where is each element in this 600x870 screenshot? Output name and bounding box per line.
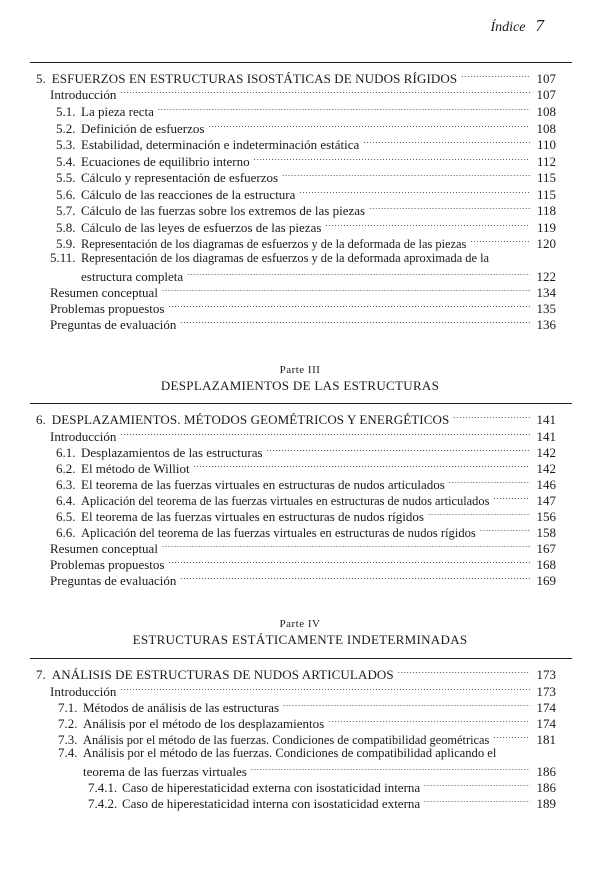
chapter-title: ANÁLISIS DE ESTRUCTURAS DE NUDOS ARTICULADOS xyxy=(51,667,394,682)
toc-entry-wrapped-line xyxy=(58,745,496,761)
page-ref: 107 xyxy=(536,87,556,102)
entry-title: Análisis por el método de los desplazamientos xyxy=(83,716,325,731)
page-ref: 174 xyxy=(536,716,556,731)
entry-number: 5.9. xyxy=(56,236,76,251)
leader-dots xyxy=(424,777,530,792)
page-ref: 181 xyxy=(536,732,556,747)
entry-title: Resumen conceptual xyxy=(50,541,158,556)
leader-dots xyxy=(428,506,530,521)
leader-dots xyxy=(493,490,530,505)
entry-number: 7.4. xyxy=(58,745,78,760)
page-ref: 169 xyxy=(536,573,556,588)
entry-number: 7.2. xyxy=(58,716,78,731)
leader-dots xyxy=(424,793,530,808)
entry-title: Caso de hiperestaticidad interna con isostaticidad externa xyxy=(122,796,421,811)
leader-dots xyxy=(168,298,530,313)
leader-dots xyxy=(299,184,530,199)
page-ref: 146 xyxy=(536,477,556,492)
toc-entry[interactable] xyxy=(56,200,556,218)
chapter5-rule xyxy=(30,62,572,63)
page-ref: 120 xyxy=(536,236,556,251)
entry-title: Ecuaciones de equilibrio interno xyxy=(81,154,250,169)
page-ref: 189 xyxy=(536,796,556,811)
chapter-number: 7. xyxy=(36,667,46,682)
entry-number: 5.2. xyxy=(56,121,76,136)
entry-title: Cálculo y representación de esfuerzos xyxy=(81,170,279,185)
entry-title: Análisis por el método de las fuerzas. Condiciones de compatibilidad geométricas xyxy=(83,733,490,747)
page-ref: 135 xyxy=(536,301,556,316)
part4-title: ESTRUCTURAS ESTÁTICAMENTE INDETERMINADAS xyxy=(132,632,468,647)
leader-dots xyxy=(168,554,530,569)
leader-dots xyxy=(120,681,530,696)
page-ref: 173 xyxy=(536,667,556,682)
entry-title-line1: Análisis por el método de las fuerzas. Condiciones de compatibilidad aplicando el xyxy=(83,746,497,760)
entry-number: 6.6. xyxy=(56,525,76,540)
leader-dots xyxy=(461,68,530,83)
header-page-number: 7 xyxy=(535,16,544,35)
entry-title: Aplicación del teorema de las fuerzas virtuales en estructuras de nudos articulados xyxy=(81,494,490,508)
page-ref: 141 xyxy=(536,429,556,444)
chapter7-rule xyxy=(30,658,572,659)
page-ref: 142 xyxy=(536,445,556,460)
page-ref: 110 xyxy=(536,137,556,152)
page-ref: 115 xyxy=(536,187,556,202)
entry-title: Problemas propuestos xyxy=(50,557,165,572)
leader-dots xyxy=(162,282,530,297)
chapter7-heading[interactable] xyxy=(36,664,556,682)
leader-dots xyxy=(363,134,530,149)
chapter6-heading[interactable] xyxy=(36,409,556,427)
entry-title: Estabilidad, determinación e indeterminación estática xyxy=(81,137,360,152)
part3-title: DESPLAZAMIENTOS DE LAS ESTRUCTURAS xyxy=(160,378,440,393)
entry-number: 5.8. xyxy=(56,220,76,235)
entry-number: 5.6. xyxy=(56,187,76,202)
entry-title: Cálculo de las leyes de esfuerzos de las piezas xyxy=(81,220,322,235)
leader-dots xyxy=(283,697,530,712)
page-ref: 142 xyxy=(536,461,556,476)
header-word: Índice xyxy=(490,20,526,35)
entry-title: Cálculo de las fuerzas sobre los extremos de las piezas xyxy=(81,203,366,218)
leader-dots xyxy=(267,442,530,457)
page-ref: 186 xyxy=(536,764,556,779)
chapter-title: DESPLAZAMIENTOS. MÉTODOS GEOMÉTRICOS Y ENERGÉTICOS xyxy=(51,412,450,427)
entry-title: teorema de las fuerzas virtuales xyxy=(83,764,247,779)
entry-title: Cálculo de las reacciones de la estructura xyxy=(81,187,296,202)
entry-title: Aplicación del teorema de las fuerzas virtuales en estructuras de nudos rígidos xyxy=(81,526,476,540)
entry-title: El método de Williot xyxy=(81,461,190,476)
entry-number: 5.1. xyxy=(56,104,76,119)
page-ref: 134 xyxy=(536,285,556,300)
entry-title: Preguntas de evaluación xyxy=(50,573,177,588)
leader-dots xyxy=(453,409,530,424)
page-ref: 112 xyxy=(536,154,556,169)
entry-number: 6.4. xyxy=(56,493,76,508)
toc-entry[interactable] xyxy=(50,570,556,588)
toc-entry[interactable] xyxy=(56,167,556,185)
leader-dots xyxy=(480,522,530,537)
leader-dots xyxy=(120,426,530,441)
entry-title: Representación de los diagramas de esfuerzos y de la deformada de las piezas xyxy=(81,237,467,251)
entry-title: Introducción xyxy=(50,429,117,444)
entry-title-line1: Representación de los diagramas de esfuerzos y de la deformada aproximada de la xyxy=(81,251,490,265)
page-ref: 141 xyxy=(536,412,556,427)
page-ref: 186 xyxy=(536,780,556,795)
entry-number: 6.2. xyxy=(56,461,76,476)
entry-title: estructura completa xyxy=(81,269,184,284)
chapter-number: 6. xyxy=(36,412,46,427)
leader-dots xyxy=(254,151,530,166)
entry-number: 7.4.2. xyxy=(88,796,118,811)
entry-title: Introducción xyxy=(50,684,117,699)
leader-dots xyxy=(162,538,530,553)
entry-number: 5.3. xyxy=(56,137,76,152)
entry-title: Métodos de análisis de las estructuras xyxy=(83,700,280,715)
leader-dots xyxy=(208,118,530,133)
entry-title: Resumen conceptual xyxy=(50,285,158,300)
page-ref: 115 xyxy=(536,170,556,185)
page-ref: 158 xyxy=(536,525,556,540)
leader-dots xyxy=(325,217,530,232)
toc-entry[interactable] xyxy=(88,793,556,811)
leader-dots xyxy=(470,233,530,248)
entry-number: 7.1. xyxy=(58,700,78,715)
entry-number: 5.7. xyxy=(56,203,76,218)
entry-title: El teorema de las fuerzas virtuales en estructuras de nudos rígidos xyxy=(81,509,424,524)
leader-dots xyxy=(369,200,530,215)
part3-label: Parte III xyxy=(279,364,321,376)
entry-title: El teorema de las fuerzas virtuales en estructuras de nudos articulados xyxy=(81,477,445,492)
leader-dots xyxy=(493,729,530,744)
entry-title: Problemas propuestos xyxy=(50,301,165,316)
page-ref: 119 xyxy=(536,220,556,235)
entry-number: 5.4. xyxy=(56,154,76,169)
page-ref: 174 xyxy=(536,700,556,715)
entry-number: 6.5. xyxy=(56,509,76,524)
leader-dots xyxy=(449,474,530,489)
leader-dots xyxy=(158,101,530,116)
entry-number: 5.5. xyxy=(56,170,76,185)
page-ref: 167 xyxy=(536,541,556,556)
leader-dots xyxy=(328,713,530,728)
toc-entry[interactable] xyxy=(56,101,556,119)
page-ref: 173 xyxy=(536,684,556,699)
toc-entry[interactable] xyxy=(50,314,556,332)
page-header xyxy=(491,16,544,36)
page-ref: 108 xyxy=(536,121,556,136)
page-ref: 108 xyxy=(536,104,556,119)
chapter-title: ESFUERZOS EN ESTRUCTURAS ISOSTÁTICAS DE NUDOS RÍGIDOS xyxy=(51,71,458,86)
part4-label: Parte IV xyxy=(279,618,321,630)
page-ref: 147 xyxy=(536,493,556,508)
entry-number: 7.4.1. xyxy=(88,780,118,795)
chapter-number: 5. xyxy=(36,71,46,86)
entry-number: 5.11. xyxy=(50,250,76,265)
page-ref: 136 xyxy=(536,317,556,332)
page-ref: 107 xyxy=(536,71,556,86)
entry-number: 6.1. xyxy=(56,445,76,460)
page-ref: 156 xyxy=(536,509,556,524)
toc-entry[interactable] xyxy=(50,84,556,102)
toc-entry[interactable] xyxy=(56,134,556,152)
entry-title: Preguntas de evaluación xyxy=(50,317,177,332)
leader-dots xyxy=(282,167,530,182)
entry-title: Definición de esfuerzos xyxy=(81,121,205,136)
leader-dots xyxy=(187,266,530,281)
page-ref: 168 xyxy=(536,557,556,572)
leader-dots xyxy=(120,84,530,99)
chapter6-rule xyxy=(30,403,572,404)
entry-title: Introducción xyxy=(50,87,117,102)
entry-number: 7.3. xyxy=(58,732,78,747)
page-ref: 118 xyxy=(536,203,556,218)
entry-title: Caso de hiperestaticidad externa con isostaticidad interna xyxy=(122,780,421,795)
toc-entry-wrapped-line xyxy=(50,250,489,266)
entry-title: La pieza recta xyxy=(81,104,154,119)
leader-dots xyxy=(398,664,530,679)
leader-dots xyxy=(251,761,530,776)
leader-dots xyxy=(180,314,530,329)
leader-dots xyxy=(194,458,530,473)
entry-number: 6.3. xyxy=(56,477,76,492)
entry-title: Desplazamientos de las estructuras xyxy=(81,445,263,460)
leader-dots xyxy=(180,570,530,585)
page-ref: 122 xyxy=(536,269,556,284)
